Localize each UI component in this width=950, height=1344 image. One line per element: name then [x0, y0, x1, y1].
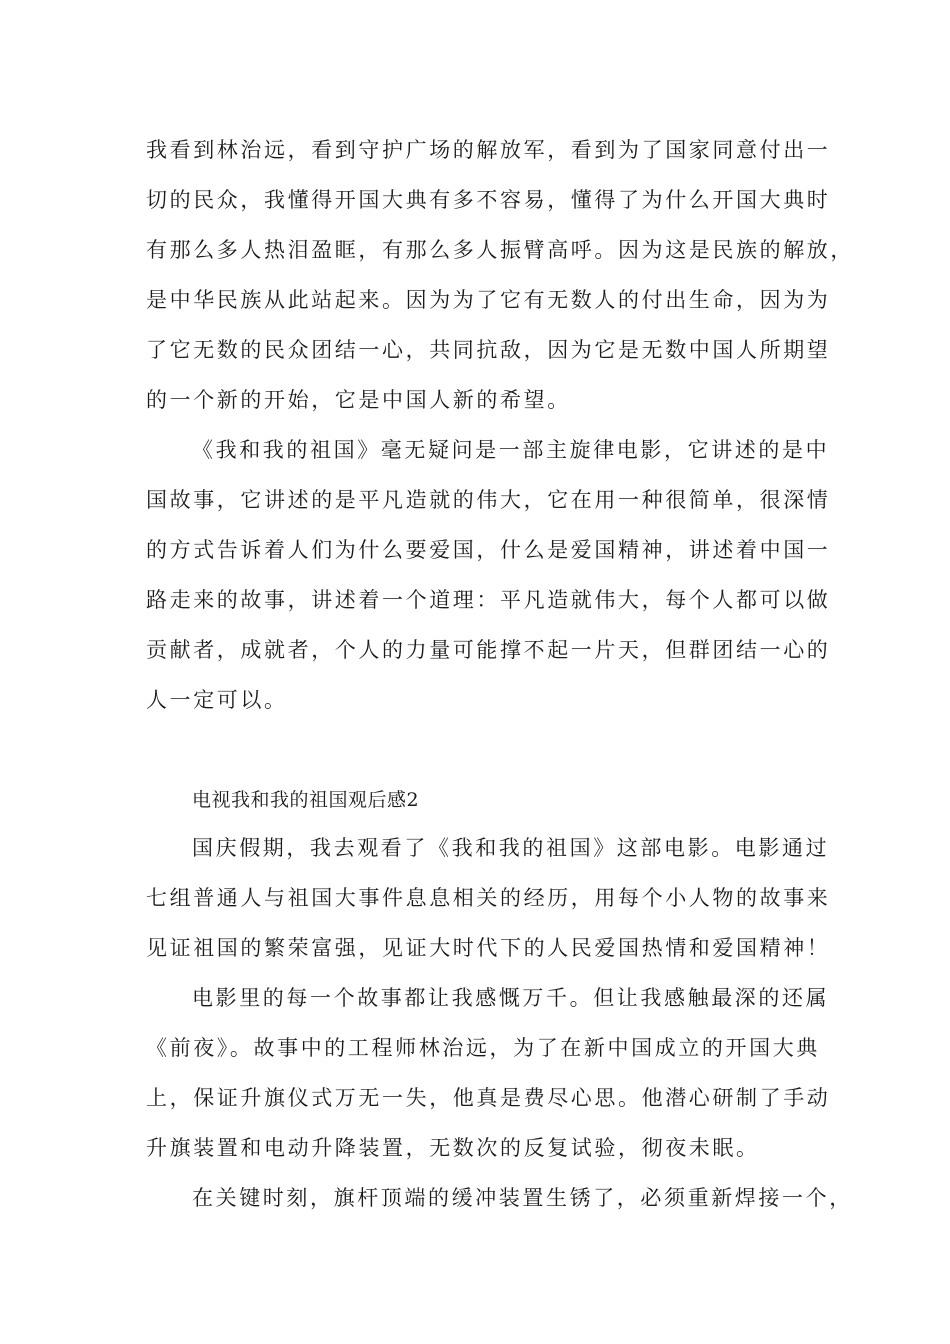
paragraph-line: 七组普通人与祖国大事件息息相关的经历，用每个小人物的故事来 — [146, 886, 831, 910]
paragraph-line: 电影里的每一个故事都让我感慨万千。但让我感触最深的还属 — [192, 986, 830, 1010]
paragraph-line: 人一定可以。 — [146, 688, 288, 712]
paragraph-line: 是中华民族从此站起来。因为为了它有无数人的付出生命，因为为 — [146, 288, 831, 312]
paragraph-line: 路走来的故事，讲述着一个道理：平凡造就伟大，每个人都可以做 — [146, 588, 831, 612]
paragraph-line: 《前夜》。故事中的工程师林治远，为了在新中国成立的开国大典 — [146, 1036, 820, 1060]
paragraph-line: 了它无数的民众团结一心，共同抗敌，因为它是无数中国人所期望 — [146, 338, 831, 362]
paragraph-line: 在关键时刻，旗杆顶端的缓冲装置生锈了，必须重新焊接一个， — [192, 1186, 853, 1210]
paragraph-line: 贡献者，成就者，个人的力量可能撑不起一片天，但群团结一心的 — [146, 638, 831, 662]
paragraph-line: 上，保证升旗仪式万无一失，他真是费尽心思。他潜心研制了手动 — [146, 1086, 831, 1110]
paragraph-line: 有那么多人热泪盈眶，有那么多人振臂高呼。因为这是民族的解放， — [146, 238, 854, 262]
paragraph-line: 升旗装置和电动升降装置，无数次的反复试验，彻夜未眠。 — [146, 1136, 760, 1160]
paragraph-line: 的一个新的开始，它是中国人新的希望。 — [146, 388, 571, 412]
paragraph-line: 我看到林治远，看到守护广场的解放军，看到为了国家同意付出一 — [146, 138, 831, 162]
paragraph-line: 《我和我的祖国》毫无疑问是一部主旋律电影，它讲述的是中 — [192, 438, 830, 462]
paragraph-line: 国庆假期，我去观看了《我和我的祖国》这部电影。电影通过 — [192, 836, 830, 860]
paragraph-line: 切的民众，我懂得开国大典有多不容易，懂得了为什么开国大典时 — [146, 188, 831, 212]
paragraph-line: 见证祖国的繁荣富强，见证大时代下的人民爱国热情和爱国精神！ — [146, 936, 831, 960]
section-title: 电视我和我的祖国观后感2 — [192, 789, 420, 811]
paragraph-line: 国故事，它讲述的是平凡造就的伟大，它在用一种很简单，很深情 — [146, 488, 831, 512]
paragraph-line: 的方式告诉着人们为什么要爱国，什么是爱国精神，讲述着中国一 — [146, 538, 831, 562]
